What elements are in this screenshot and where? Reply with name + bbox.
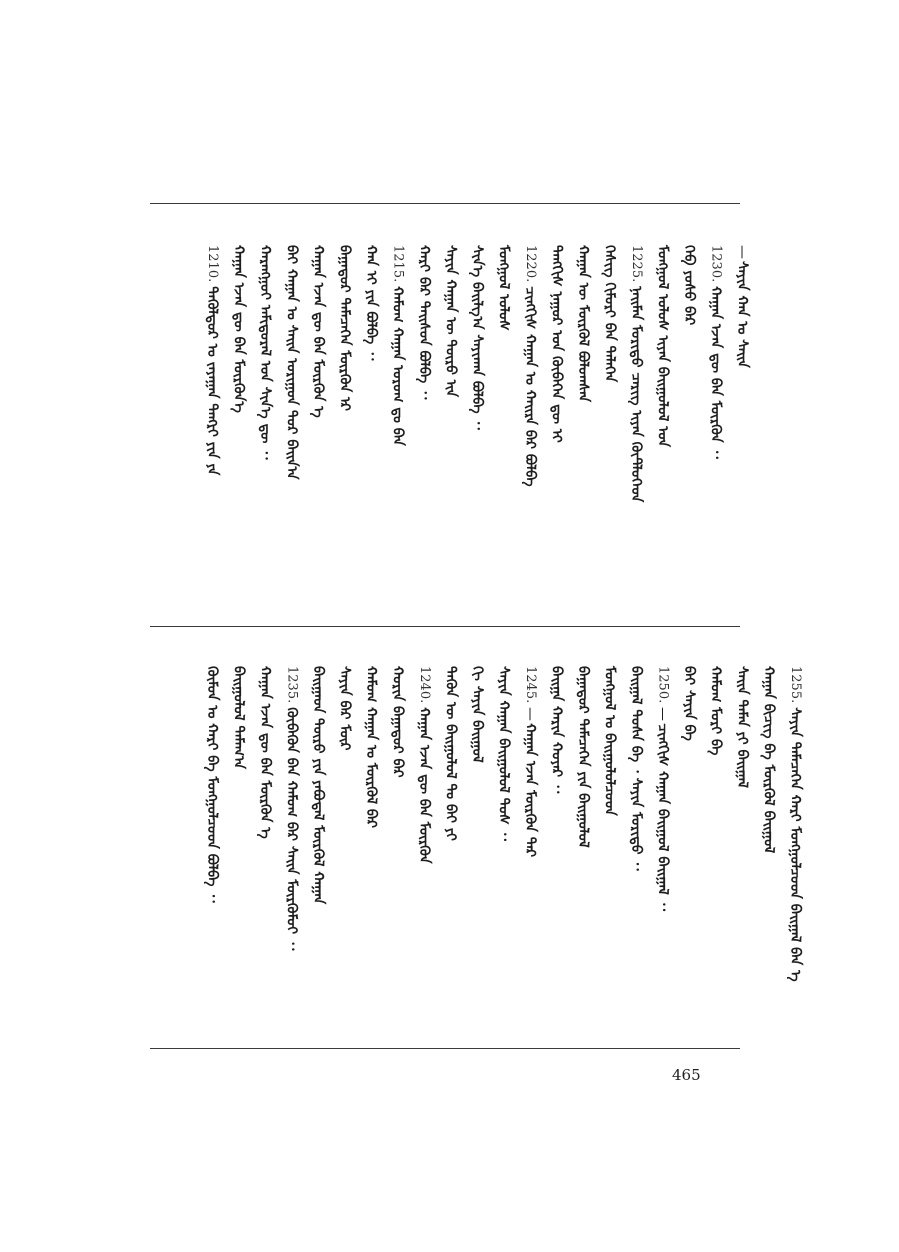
verse-line (547, 245, 567, 443)
verse-line (600, 666, 620, 816)
line-number: 1215. (390, 245, 406, 283)
line-text: ᠬᠠᠨ ᠢ ᠶᠢᠨ ᠪᠣᠯᠪᠠ ᠂᠂ (363, 245, 379, 361)
line-text: ᠬᠡᠪ ᠶᠣᠰᠤ ᠪᠠᠷ (681, 245, 697, 326)
line-text: ᠰᠠᠢᠨ ᠲᠡᠮᠡᠨ ᠶᠢ ᠪᠠᠢᠭᠠᠯ (734, 666, 750, 788)
line-text: ᠬᠠᠷᠢ ᠪᠠᠷ ᠳᠠᠢᠰᠤᠨ ᠪᠣᠯᠪᠠ ᠂᠂ (416, 245, 432, 400)
verse-line (494, 245, 514, 331)
line-dash: — (522, 707, 538, 722)
line-text: ᠴᠢᠩᠭᠢᠰ ᠬᠠᠭᠠᠨ ᠪᠠᠢᠭᠤᠯ ᠪᠠᠢᠭᠠᠯ ᠂᠂ (654, 723, 671, 912)
line-text: ᠪᠠᠢ ᠬᠠᠭᠠᠨ ᠤ ᠰᠠᠢᠨ ᠤᠷᠢᠭᠤᠨ ᠳᠤᠷ ᠪᠠᠢᠨ᠎ᠠ (283, 245, 300, 480)
line-text: ᠪᠠᠢ ᠰᠠᠶᠢᠨ ᠪᠠ (681, 666, 697, 741)
verse-line (732, 245, 752, 368)
verse-line (335, 245, 355, 411)
line-text: ᠪᠠᠢᠭᠠᠳ ᠲᠥᠷᠥ ᠶᠢᠨ ᠶᠠᠪᠤᠳᠠᠯ ᠮᠥᠷᠭᠦᠯ ᠬᠠᠭᠠᠨ (310, 666, 326, 905)
line-text: ᠬᠠᠮᠤᠭ ᠬᠠᠭᠠᠨ ᠤᠷᠤᠭ ᠳᠤ ᠪᠠᠨ (389, 286, 406, 446)
line-number: 1220. (523, 245, 538, 283)
verse-line (441, 666, 461, 841)
verse-line (335, 666, 355, 751)
verse-line (494, 666, 514, 841)
line-text: ᠪᠠᠭᠠᠲᠤᠷ ᠲᠡᠮᠡᠴᠡᠭᠡᠨ ᠶᠢᠨ ᠪᠠᠢᠭᠤᠯᠤᠯ (575, 666, 591, 848)
verse-line (759, 666, 779, 853)
line-number: 1255. (788, 666, 803, 704)
verse-line (229, 666, 249, 769)
line-text: ᠬᠠᠭᠠᠨ ᠡᠵᠡᠨ ᠳᠦ ᠪᠠᠨ ᠮᠥᠷᠭᠦᠨ ᠡ (310, 245, 326, 418)
top-rule (150, 203, 740, 204)
line-text: ᠲᠡᠭᠦᠨ ᠦ ᠪᠠᠢᠭᠤᠯᠤᠯ ᠲᠤ ᠪᠠᠢ ᠶᠢ (442, 666, 459, 841)
line-text: ᠬᠠᠭᠠᠨ ᠡᠵᠡᠨ ᠳᠦ ᠪᠠᠨ ᠮᠥᠷᠭᠦᠨ ᠂᠂ (707, 286, 724, 459)
verse-line (308, 245, 328, 418)
page-number: 465 (672, 1066, 701, 1084)
line-text: ᠬᠡᠰᠢᠭ ᠬᠢᠮᠤᠷᠢ ᠪᠠᠨ ᠲᠡᠯᠡᠭᠡᠨ (601, 245, 618, 383)
verse-line (679, 666, 699, 741)
bottom-verse-block (150, 666, 803, 1036)
line-text: ᠲᠡᠩᠭᠢᠰ ᠨᠠᠭᠤᠷ ᠤᠨ ᠬᠥᠪᠡᠭᠡᠨ ᠳᠦ ᠢ (548, 245, 565, 443)
line-text: ᠪᠠᠢᠭᠠᠯ ᠲᠤᠰᠠ ᠪᠠ ᠂ ᠰᠠᠶᠢᠨ ᠮᠣᠷᠢᠲᠤ ᠂᠂ (628, 666, 644, 871)
line-number: 1240. (417, 666, 432, 704)
verse-line (388, 245, 408, 446)
verse-line (414, 245, 434, 399)
line-text: ᠬᠠᠮᠤᠭ ᠮᠣᠷᠢ ᠪᠠ (707, 666, 724, 756)
line-text: ᠬᠥᠪᠡᠭᠦᠨ ᠪᠠᠨ ᠬᠠᠮᠤᠭ ᠪᠡᠷ ᠰᠠᠢᠨ ᠮᠥᠷᠭᠦᠮᠦᠢ ᠂᠂ (283, 707, 300, 951)
line-text: ᠬᠠᠮᠤᠭ ᠬᠠᠭᠠᠨ ᠤ ᠮᠥᠷᠭᠦᠯ ᠪᠡᠷ (363, 666, 379, 829)
verse-line (361, 245, 381, 360)
verse-line (785, 666, 805, 982)
verse-line (282, 245, 302, 480)
line-text: ᠬᠠᠭᠠᠨ ᠪᠢᠴᠢᠭ ᠪᠠ ᠮᠥᠷᠭᠦᠯ ᠪᠠᠢᠭᠤᠯ (760, 666, 777, 854)
line-text: ᠰᠠᠶᠢᠨ ᠪᠡᠷ ᠮᠥᠷ (336, 666, 353, 751)
verse-line (573, 666, 593, 848)
line-text: ᠬᠠᠭᠠᠨ ᠦ ᠮᠥᠷᠭᠦᠯ ᠪᠣᠯᠤᠭᠰᠠᠨ (575, 245, 591, 403)
line-number: 1245. (523, 666, 538, 704)
verse-line (308, 666, 328, 904)
line-number: 1250. (655, 666, 671, 704)
verse-line (547, 666, 567, 793)
verse-line (414, 666, 434, 864)
middle-rule (150, 626, 740, 627)
line-text: ᠰᠠᠶᠢᠨ ᠬᠠᠭᠠᠨ ᠪᠠᠢᠭᠤᠯᠤᠯ ᠲᠤᠰ ᠂᠂ (495, 666, 512, 841)
bottom-rule (150, 1048, 740, 1049)
verse-line (229, 245, 249, 413)
line-text: ᠬᠢ ᠰᠠᠶᠢᠨ ᠪᠠᠢᠭᠤᠯ (469, 666, 485, 763)
line-text: ᠬᠠᠷᠠᠩᠭᠤᠢ ᠠᠮᠢᠳᠤᠷᠠᠯ ᠤᠨ ᠰᠢᠨ᠎ᠡ ᠳᠦ ᠂᠂ (257, 245, 273, 460)
verse-line (202, 245, 222, 475)
line-number: 1225. (629, 245, 644, 283)
verse-line (653, 666, 673, 911)
verse-line (255, 245, 275, 460)
line-text: ᠴᠢᠩᠭᠢᠰ ᠬᠠᠭᠠᠨ ᠣ ᠬᠠᠢᠷᠠ ᠪᠠᠷ ᠪᠣᠯᠪᠠ (522, 286, 538, 487)
top-verse-block (150, 245, 750, 615)
line-text: ᠬᠦᠮᠦᠨ ᠤ ᠬᠠᠷᠢ ᠪᠠ ᠮᠣᠩᠭᠣᠯᠴᠤᠳ ᠪᠣᠯᠪᠠ ᠂᠂ (204, 666, 220, 903)
verse-line (467, 666, 487, 763)
verse-line (520, 666, 540, 857)
line-text: ᠮᠣᠩᠭᠣᠯ ᠤᠯᠤᠰ ᠢᠶᠠᠨ ᠪᠠᠢᠭᠤᠯᠤᠯ ᠤᠨ (654, 245, 671, 448)
line-text: ᠨᠠᠢᠮᠠᠨ ᠮᠣᠷᠢᠲᠤ ᠴᠡᠷᠢᠭ ᠢᠶᠡᠨ ᠬᠥᠲᠯᠦᠭᠡᠳ (628, 286, 644, 503)
verse-line (706, 245, 726, 459)
verse-line (732, 666, 752, 788)
line-number: 1210. (205, 245, 220, 283)
verse-line (467, 245, 487, 430)
line-number: 1230. (708, 245, 724, 283)
line-text: ᠰᠠᠶᠢᠨ ᠲᠡᠮᠡᠴᠡᠭᠡᠨ ᠬᠠᠷᠢ ᠮᠣᠩᠭᠣᠯᠴᠤᠳ ᠪᠠᠢᠭᠠᠯ ᠪᠠᠨ ᠡ (787, 707, 803, 982)
verse-line (626, 666, 646, 871)
verse-line (653, 245, 673, 447)
line-text: ᠬᠠᠭᠠᠨ ᠡᠵᠡᠨ ᠳᠦ ᠪᠠᠨ ᠮᠥᠷᠭᠦᠨ᠎ᠡ (230, 245, 247, 413)
line-number: 1235. (284, 666, 300, 704)
line-text: ᠰᠢᠨ᠎ᠡ ᠪᠠᠢᠯᠭ᠎ᠠ ᠰᠠᠶᠢᠬᠠᠨ ᠪᠣᠯᠪᠠ ᠂᠂ (469, 245, 485, 430)
line-text: ᠲᠡᠭᠦᠯᠳᠦᠷ ᠣ ᠵᠠᠶᠠᠭᠠᠨ ᠲᠡᠩᠷᠢ ᠶᠢᠨ ᠶᠡ (204, 286, 220, 476)
verse-line (361, 666, 381, 828)
line-dash: — (734, 245, 750, 259)
line-text: ᠬᠠᠭᠠᠨ ᠡᠵᠡᠨ ᠮᠥᠷᠭᠦᠨ ᠲᠡᠷ (522, 723, 538, 858)
verse-line (202, 666, 222, 903)
line-text: ᠪᠠᠭᠠᠲᠤᠷ ᠲᠡᠮᠡᠴᠡᠭᠡᠨ ᠮᠥᠷᠭᠦᠨ ᠡᠷ (336, 245, 353, 411)
line-text: ᠰᠠᠶᠢᠨ ᠬᠠᠭᠠᠨ ᠦ ᠲᠥᠷᠥ ᠢᠨ (442, 245, 459, 398)
line-dash: — (654, 707, 671, 722)
verse-line (573, 245, 593, 402)
line-text: ᠰᠠᠶᠢᠨ ᠬᠠᠨ ᠤ ᠰᠠᠢᠨ (734, 261, 750, 368)
verse-line (626, 245, 646, 502)
verse-line (520, 245, 540, 487)
line-text: ᠮᠣᠩᠭᠣᠯ ᠤᠯᠤᠰ (495, 245, 512, 331)
verse-line (706, 666, 726, 755)
verse-line (255, 666, 275, 839)
line-text: ᠬᠠᠭᠠᠨ ᠡᠵᠡᠨ ᠳᠦ ᠪᠠᠨ ᠮᠥᠷᠭᠦᠨ ᠡ (257, 666, 273, 839)
line-text: ᠬᠠᠭᠠᠨ ᠡᠵᠡᠨ ᠳᠦ ᠪᠠᠨ ᠮᠥᠷᠭᠦᠨ (416, 707, 432, 864)
verse-line (679, 245, 699, 325)
verse-line (282, 666, 302, 950)
line-text: ᠬᠣᠷᠢᠨ ᠪᠠᠭᠠᠲᠤᠷ ᠪᠠᠷ (389, 666, 406, 778)
line-text: ᠪᠠᠢᠭᠠ ᠬᠠᠷᠢᠨ ᠬᠣᠶᠠᠷ ᠂᠂ (548, 666, 565, 794)
verse-line (388, 666, 408, 778)
verse-line (441, 245, 461, 397)
verse-line (600, 245, 620, 382)
line-text: ᠪᠠᠢᠭᠤᠯᠤᠯ ᠲᠠᠮᠠᠭ᠎ᠠ (230, 666, 247, 770)
line-text: ᠮᠣᠩᠭᠣᠯ ᠤ ᠪᠠᠢᠭᠤᠯᠤᠯᠴᠤᠳ (601, 666, 618, 816)
